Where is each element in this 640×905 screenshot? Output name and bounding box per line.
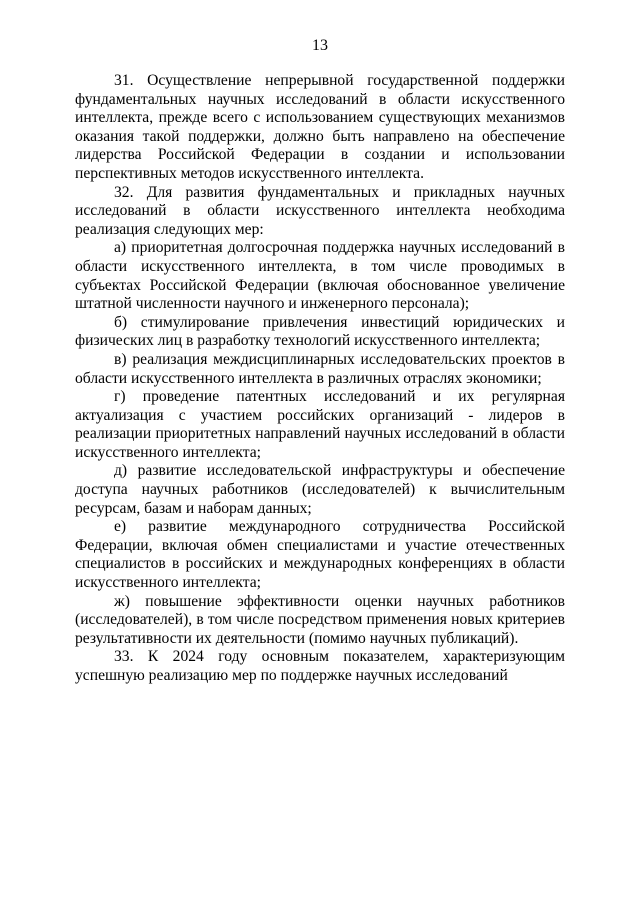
paragraph-33: 33. К 2024 году основным показателем, характеризующим успешную реализацию мер по поддержке научных исследований [75, 648, 565, 684]
list-item-a: а) приоритетная долгосрочная поддержка научных исследований в области искусственного интеллекта, в том числе проводимых в субъектах Российской Федерации (включая обоснованное увеличение штатной численности научного и инженерного персонала); [75, 239, 565, 313]
document-body [75, 72, 565, 686]
list-item-v: в) реализация междисциплинарных исследовательских проектов в области искусственного интеллекта в различных отраслях экономики; [75, 350, 565, 387]
list-item-e: е) развитие международного сотрудничества Российской Федерации, включая обмен специалистами и участие отечественных специалистов в российских и международных конференциях в области искусственного интеллекта; [75, 518, 565, 592]
list-item-g: г) проведение патентных исследований и их регулярная актуализация с участием российских организаций - лидеров в реализации приоритетных направлений научных исследований в области искусственного интеллекта; [75, 388, 565, 461]
list-item-b: б) стимулирование привлечения инвестиций юридических и физических лиц в разработку технологий искусственного интеллекта; [75, 313, 565, 350]
page-number: 13 [312, 37, 328, 54]
list-item-zh: ж) повышение эффективности оценки научных работников (исследователей), в том числе посредством применения новых критериев результативности их деятельности (помимо научных публикаций). [75, 592, 565, 647]
list-item-d: д) развитие исследовательской инфраструктуры и обеспечение доступа научных работников (исследователей) к вычислительным ресурсам, базам и наборам данных; [75, 462, 565, 517]
paragraph-31: 31. Осуществление непрерывной государственной поддержки фундаментальных научных исследований в области искусственного интеллекта, прежде всего с использованием существующих механизмов оказания такой поддержки, должно быть направлено на обеспечение лидерства Российской Федерации в создании и использовании перспективных методов искусственного интеллекта. [75, 72, 565, 182]
paragraph-32: 32. Для развития фундаментальных и прикладных научных исследований в области искусственного интеллекта необходима реализация следующих мер: [75, 183, 565, 238]
